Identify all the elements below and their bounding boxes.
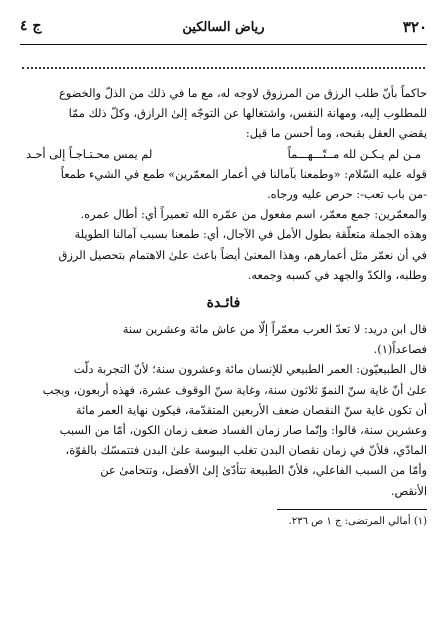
text-line: علىٰ أنّ غاية سنّ النموّ ثلاثون سنة، وغاية سنّ الوقوف عشرة، فهذه أربعون، ويجب — [42, 382, 427, 397]
running-title: رياض السالكين — [182, 20, 265, 35]
dotted-separator — [22, 45, 425, 69]
verse-first-hemistich: مـن لم يـكـن لله مــتّـــهـــماً — [287, 146, 421, 161]
text-line: فصاعداً(١). — [373, 342, 427, 357]
poetry-verse — [20, 144, 427, 164]
text-line: يقضي العقل بقبحه، وما أحسن ما قيل: — [245, 126, 427, 141]
text-line: في أن نعمّر مثل أعمارهم، وهذا المعنىٰ أيضاً باعث علىٰ الاهتمام بتحصيل الرزق — [58, 247, 427, 262]
body-text — [20, 164, 427, 285]
document-page — [20, 18, 427, 628]
text-line: الأنقص. — [390, 483, 427, 498]
text-line: وهذه الجملة متعلّقة بطول الأمل في الآجال، أي: طمعنا بسبب آمالنا الطويلة — [74, 227, 427, 242]
text-line: والمعمّرين: جمع معمّر، اسم مفعول من عمّره الله تعميراً أي: أطال عمره. — [80, 207, 427, 222]
text-line: قال ابن دريد: لا تعدّ العرب معمّراً إلّا من عاش مائة وعشرين سنة — [122, 322, 427, 337]
page-number: ٣٢٠ — [402, 18, 427, 36]
text-line: وأمّا من السبب الفاعلي، فلأنّ الطبيعة تتأدّىٰ إلىٰ الأفضل، وتتحامىٰ عن — [100, 463, 427, 478]
footnote-rule — [277, 509, 427, 510]
text-line: المادّي، فلأنّ في زمان نقصان البدن تغلب اليبوسة علىٰ البدن فتتمسّك بالقوّة، — [65, 443, 427, 458]
text-line: وعشرين سنة، قالوا: وإنّما صار زمان الفساد ضعف زمان الكون، أمّا من السبب — [59, 423, 427, 438]
text-line: للمطلوب إليه، ومهانة النفس، واشتغالها عن التوجّه إلىٰ الرازق، وكلّ ذلك ممّا — [68, 106, 427, 121]
section-heading: فائـدة — [206, 295, 241, 312]
page-header — [20, 18, 427, 42]
text-line: أن تكون غاية سنّ النقصان ضعف الأربعين المتقدّمة، فيكون نهاية العمر مائة — [75, 402, 427, 417]
footnote: (١) أمالي المرتضى: ج ١ ص ٢٣٦. — [288, 515, 427, 527]
verse-second-hemistich: لم يمس محـتـاجـاً إلى أحـد — [26, 146, 153, 161]
text-line: قوله عليه السّلام: «وطمعنا بآمالنا في أعمار المعمّرين» طمع في الشيء طمعاً — [60, 166, 427, 181]
body-text — [20, 319, 427, 501]
volume-label: ج ٤ — [20, 18, 42, 34]
text-line: وطلبه، والكدّ والجهد في كسبه وجمعه. — [247, 267, 427, 282]
body-text — [20, 83, 427, 144]
text-line: -من باب تعب-: حرص عليه ورجاه. — [267, 187, 427, 202]
text-line: حاكماً بأنّ طلب الرزق من المرزوق لاوجه له، مع ما في ذلك من الذلّ والخضوع — [58, 86, 427, 100]
text-line: قال الطبيعيّون: العمر الطبيعي للإنسان مائة وعشرون سنة؛ لأنّ التجربة دلّت — [73, 362, 427, 377]
